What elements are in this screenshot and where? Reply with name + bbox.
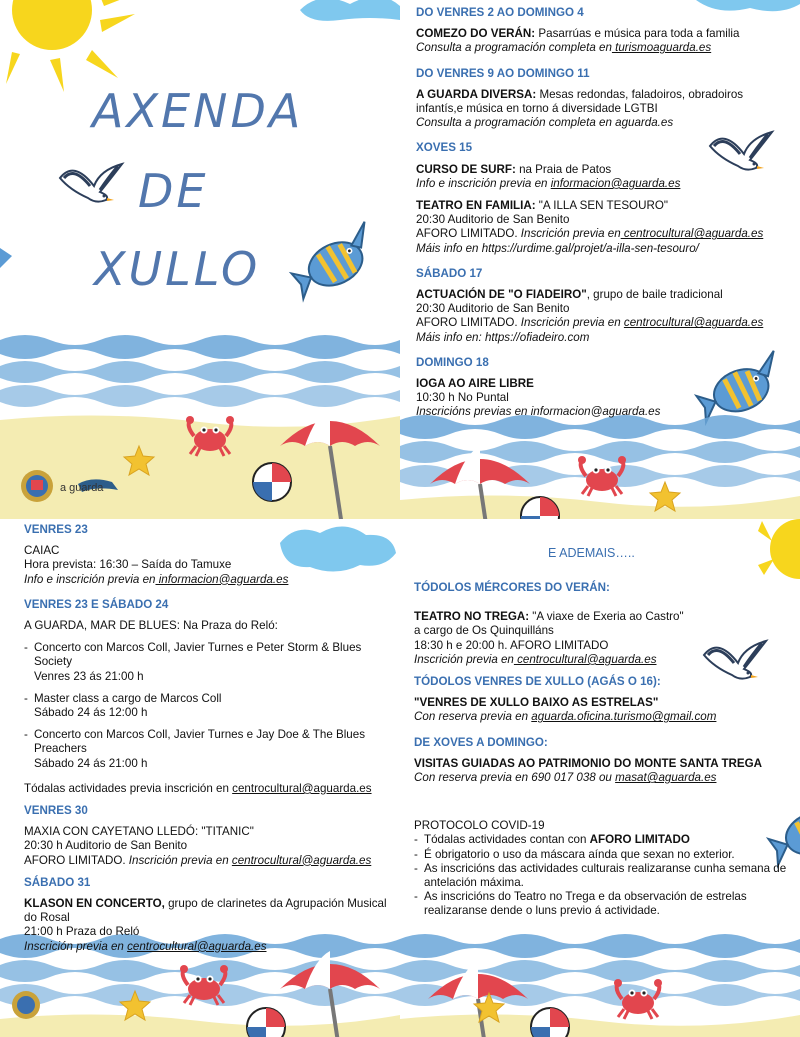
event-info: Inscrición previa en centrocultural@aguarda.es — [24, 939, 267, 953]
seagull-icon — [60, 164, 122, 202]
event-time: 21:00 h Praza do Reló — [24, 925, 140, 939]
event-time: 20:30 h Auditorio de San Benito — [24, 839, 188, 853]
date-heading: XOVES 15 — [416, 141, 473, 155]
event-time: 10:30 h No Puntal — [416, 391, 509, 405]
event-info: AFORO LIMITADO. Inscrición previa en centrocultural@aguarda.es — [24, 853, 372, 867]
event-info: Consulta a programación completa en turismoaguarda.es — [416, 41, 712, 55]
event-info: AFORO LIMITADO. Inscrición previa en centrocultural@aguarda.es — [416, 316, 764, 330]
logo-text: a guarda — [60, 482, 104, 494]
list-item: - Concerto con Marcos Coll, Javier Turnes e Peter Storm & Blues Society — [24, 641, 392, 669]
link[interactable]: centrocultural@aguarda.es — [623, 316, 764, 330]
date-heading: DO VENRES 2 AO DOMINGO 4 — [416, 6, 584, 19]
list-item: - É obrigatorio o uso da máscara aínda que sexan no exterior. — [414, 848, 792, 862]
date-heading: DO VENRES 9 AO DOMINGO 11 — [416, 66, 590, 80]
event-info: AFORO LIMITADO. Inscrición previa en centrocultural@aguarda.es — [416, 227, 764, 241]
coat-of-arms-icon — [21, 470, 53, 502]
event-time: 20:30 Auditorio de San Benito — [416, 302, 570, 316]
event-time: 20:30 Auditorio de San Benito — [416, 213, 570, 227]
link[interactable]: masat@aguarda.es — [615, 771, 717, 785]
event-title: ACTUACIÓN DE "O FIADEIRO", grupo de baile tradicional — [416, 288, 723, 302]
agenda-panel-2 — [0, 519, 400, 1037]
date-heading: DOMINGO 18 — [416, 355, 489, 369]
link[interactable]: centrocultural@aguarda.es — [513, 652, 657, 666]
date-heading: VENRES 23 E SÁBADO 24 — [24, 597, 169, 611]
link[interactable]: informacion@aguarda.es — [550, 176, 681, 190]
title-panel — [0, 0, 400, 519]
event-title: CAIAC — [24, 544, 60, 558]
date-heading: DE XOVES A DOMINGO: — [414, 735, 548, 749]
event-info: Info e inscrición previa en informacion@aguarda.es — [24, 572, 289, 586]
title-line-2: DE — [138, 164, 209, 218]
list-item: - Tódalas actividades contan con AFORO LIMITADO — [414, 833, 792, 847]
cloud-icon — [300, 0, 400, 21]
covid-title: PROTOCOLO COVID-19 — [414, 819, 545, 833]
event-title: IOGA AO AIRE LIBRE — [416, 377, 534, 391]
crab-icon — [614, 979, 662, 1019]
link[interactable]: informacion@aguarda.es — [155, 572, 289, 586]
section-heading: E ADEMAIS….. — [548, 546, 635, 560]
agenda-list — [24, 523, 392, 954]
list-item: - As inscricións do Teatro no Trega e da observación de estrelas realizaranse dende o luns previo á actividade. — [414, 890, 792, 918]
coat-of-arms-icon — [12, 991, 40, 1019]
event-info: Consulta a programación completa en aguarda.es — [416, 116, 674, 130]
event-title: "VENRES DE XULLO BAIXO AS ESTRELAS" — [414, 696, 659, 710]
crab-icon — [186, 416, 234, 456]
link[interactable]: aguarda.oficina.turismo@gmail.com — [531, 710, 717, 724]
link[interactable]: centrocultural@aguarda.es — [620, 227, 764, 241]
event-info: Máis info en https://urdime.gal/projet/a-illa-sen-tesouro/ — [416, 241, 699, 255]
date-heading: VENRES 23 — [24, 523, 88, 536]
date-heading: SÁBADO 17 — [416, 266, 483, 280]
event-title: COMEZO DO VERÁN: Pasarrúas e música para toda a familia — [416, 27, 740, 41]
event-time: Sábado 24 ás 21:00 h — [34, 756, 148, 770]
event-time: Hora prevista: 16:30 – Saída do Tamuxe — [24, 558, 232, 572]
agenda-panel-3 — [400, 519, 800, 1037]
event-info: Máis info en: https://ofiadeiro.com — [416, 330, 590, 344]
event-title: CURSO DE SURF: na Praia de Patos — [416, 162, 612, 176]
beach-ball-icon — [247, 1008, 285, 1037]
event-info: Con reserva previa en aguarda.oficina.turismo@gmail.com — [414, 710, 717, 724]
date-heading: TÓDOLOS VENRES DE XULLO (AGÁS O 16): — [414, 675, 661, 689]
event-info: Con reserva previa en 690 017 038 ou masat@aguarda.es — [414, 771, 717, 785]
sun-icon — [758, 519, 800, 579]
sun-icon — [6, 0, 140, 92]
beach-ball-icon — [253, 463, 291, 501]
beach-ball-icon — [531, 1008, 569, 1037]
list-item: - Master class a cargo de Marcos Coll — [24, 692, 392, 706]
event-info: Inscrición previa en centrocultural@aguarda.es — [414, 652, 657, 666]
event-title: TEATRO EN FAMILIA: "A ILLA SEN TESOURO" — [416, 199, 668, 213]
agenda-panel-1 — [400, 0, 800, 519]
date-heading: TÓDOLOS MÉRCORES DO VERÁN: — [414, 581, 610, 594]
event-info: Tódalas actividades previa inscrición en centrocultural@aguarda.es — [24, 781, 372, 795]
link[interactable]: turismoaguarda.es — [611, 41, 712, 55]
event-title: VISITAS GUIADAS AO PATRIMONIO DO MONTE SANTA TREGA — [414, 756, 763, 770]
title-line-1: AXENDA — [92, 84, 304, 138]
date-heading: SÁBADO 31 — [24, 875, 91, 889]
event-title: A GUARDA, MAR DE BLUES: Na Praza do Reló: — [24, 619, 278, 633]
link[interactable]: centrocultural@aguarda.es — [232, 781, 372, 795]
event-info: Info e inscrición previa en informacion@aguarda.es — [416, 176, 681, 190]
list-item: - As inscricións das actividades culturais realizaranse cunha semana de antelación máxima. — [414, 862, 792, 890]
event-title: KLASON EN CONCERTO, grupo de clarinetes da Agrupación Musical do Rosal — [24, 897, 387, 925]
link[interactable]: centrocultural@aguarda.es — [127, 939, 267, 953]
date-heading: VENRES 30 — [24, 804, 88, 818]
fish-icon — [285, 222, 384, 301]
event-info: a cargo de Os Quinquilláns — [414, 624, 554, 638]
title-line-3: XULLO — [94, 242, 261, 296]
event-time: Venres 23 ás 21:00 h — [34, 669, 144, 683]
agenda-list — [416, 6, 792, 420]
event-title: TEATRO NO TREGA: "A viaxe de Exeria ao Castro" — [414, 610, 684, 624]
agenda-list — [414, 581, 792, 919]
event-time: 18:30 h e 20:00 h. AFORO LIMITADO — [414, 638, 609, 652]
crab-icon — [578, 456, 626, 496]
list-item: - Concerto con Marcos Coll, Javier Turnes e Jay Doe & The Blues Preachers — [24, 728, 392, 756]
event-title: A GUARDA DIVERSA: Mesas redondas, faladoiros, obradoiros infantís,e música en torno á diversidade LGTBI — [416, 87, 744, 116]
event-time: Sábado 24 ás 12:00 h — [34, 706, 148, 720]
event-title: MAXIA CON CAYETANO LLEDÓ: "TITANIC" — [24, 825, 254, 839]
event-info: Inscricións previas en informacion@aguarda.es — [416, 405, 661, 419]
link[interactable]: centrocultural@aguarda.es — [231, 853, 372, 867]
